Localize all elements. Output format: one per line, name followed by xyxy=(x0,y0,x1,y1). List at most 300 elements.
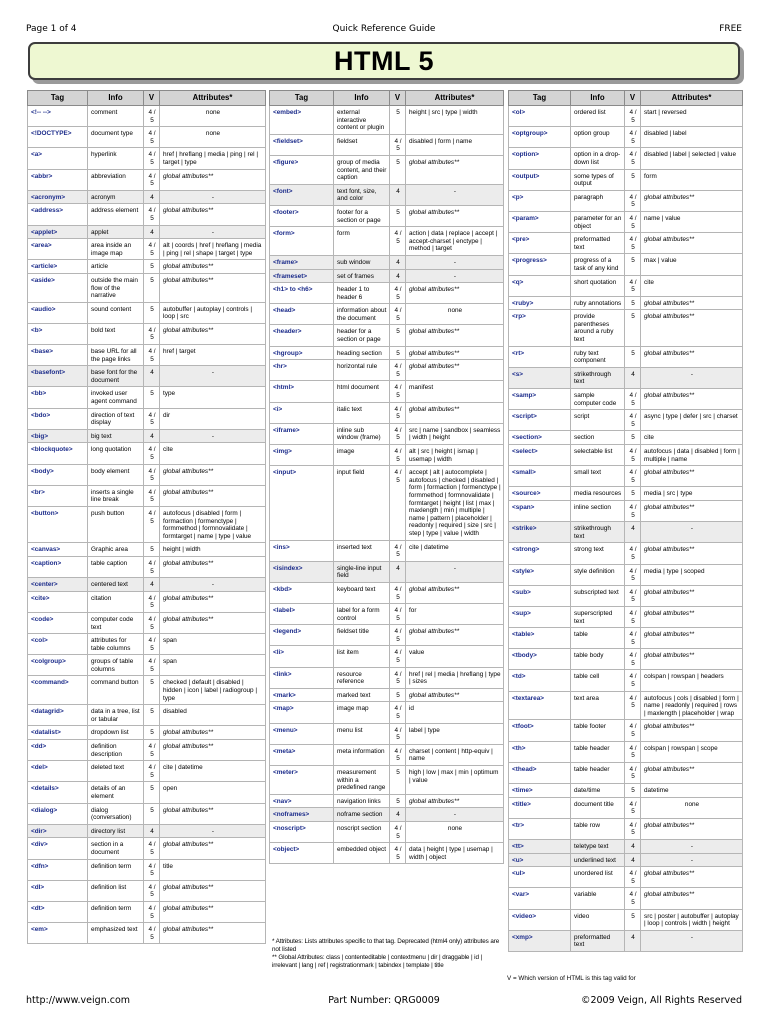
attributes-cell: none xyxy=(406,821,504,842)
tag-cell: <head> xyxy=(270,304,334,325)
tag-table-3 xyxy=(508,90,743,952)
attributes-cell: autofocus | cols | disabled | form | name | readonly | required | rows | maxlength | placeholder | wrap xyxy=(641,691,743,720)
table-row xyxy=(509,190,743,211)
info-cell: dropdown list xyxy=(88,726,144,740)
attributes-cell: span xyxy=(160,655,266,676)
info-cell: list item xyxy=(334,646,390,667)
info-cell: citation xyxy=(88,591,144,612)
info-cell: heading section xyxy=(334,346,390,360)
version-cell: 4 / 5 xyxy=(625,445,641,466)
table-row xyxy=(270,325,504,346)
version-cell: 4 / 5 xyxy=(390,540,406,561)
attributes-cell: global attributes** xyxy=(641,888,743,909)
info-cell: preformatted text xyxy=(571,930,625,951)
table-header-row xyxy=(270,91,504,106)
version-cell: 4 / 5 xyxy=(144,148,160,169)
version-cell: 4 / 5 xyxy=(625,389,641,410)
attributes-cell: global attributes** xyxy=(160,740,266,761)
tag-cell: <figure> xyxy=(270,155,334,184)
attributes-cell: global attributes** xyxy=(160,260,266,274)
version-cell: 4 xyxy=(390,561,406,582)
version-cell: 5 xyxy=(390,346,406,360)
page-header xyxy=(26,24,742,38)
table-row xyxy=(270,423,504,444)
attributes-cell: high | low | max | min | optimum | value xyxy=(406,766,504,795)
version-cell: 4 / 5 xyxy=(144,923,160,944)
attributes-cell: colspan | rowspan | headers xyxy=(641,670,743,691)
attributes-cell: - xyxy=(641,839,743,853)
attributes-cell: global attributes** xyxy=(406,582,504,603)
version-cell: 4 / 5 xyxy=(390,134,406,155)
version-cell: 4 xyxy=(625,930,641,951)
attributes-cell: autobuffer | autoplay | controls | loop | src xyxy=(160,302,266,323)
tag-cell: <input> xyxy=(270,466,334,540)
attributes-cell: - xyxy=(160,366,266,387)
info-cell: abbreviation xyxy=(88,169,144,190)
table-row xyxy=(509,741,743,762)
table-row xyxy=(509,797,743,818)
table-row xyxy=(28,676,266,705)
info-cell: italic text xyxy=(334,402,390,423)
info-cell: text font, size, and color xyxy=(334,184,390,205)
table-header-row xyxy=(28,91,266,106)
info-cell: small text xyxy=(571,466,625,487)
info-cell: outside the main flow of the narrative xyxy=(88,273,144,302)
tag-cell: <bb> xyxy=(28,387,88,408)
attributes-cell: global attributes** xyxy=(641,606,743,627)
page-footer xyxy=(26,995,742,1009)
version-cell: 5 xyxy=(390,688,406,702)
tag-cell: <meta> xyxy=(270,744,334,765)
tag-cell: <img> xyxy=(270,445,334,466)
tag-cell: <cite> xyxy=(28,591,88,612)
table-row xyxy=(270,766,504,795)
version-cell: 5 xyxy=(144,273,160,302)
version-cell: 5 xyxy=(625,909,641,930)
attributes-cell: global attributes** xyxy=(641,310,743,346)
version-cell: 4 / 5 xyxy=(144,204,160,225)
tag-cell: <hgroup> xyxy=(270,346,334,360)
table-row xyxy=(509,888,743,909)
attributes-cell: global attributes** xyxy=(160,803,266,824)
info-cell: horizontal rule xyxy=(334,360,390,381)
info-cell: noframe section xyxy=(334,808,390,822)
version-cell: 4 xyxy=(144,824,160,838)
table-row xyxy=(509,106,743,127)
tag-cell: <big> xyxy=(28,429,88,443)
table-row xyxy=(509,930,743,951)
info-cell: marked text xyxy=(334,688,390,702)
version-cell: 4 / 5 xyxy=(625,606,641,627)
version-cell: 4 / 5 xyxy=(144,506,160,542)
tag-cell: <li> xyxy=(270,646,334,667)
info-cell: table caption xyxy=(88,556,144,577)
table-row xyxy=(509,445,743,466)
table-row xyxy=(509,410,743,431)
tag-cell: <form> xyxy=(270,227,334,256)
info-cell: underlined text xyxy=(571,853,625,867)
attributes-cell: title xyxy=(160,859,266,880)
tag-cell: <dir> xyxy=(28,824,88,838)
info-cell: hyperlink xyxy=(88,148,144,169)
version-cell: 4 / 5 xyxy=(144,859,160,880)
info-cell: noscript section xyxy=(334,821,390,842)
info-cell: definition term xyxy=(88,901,144,922)
table-row xyxy=(28,464,266,485)
version-cell: 4 / 5 xyxy=(390,843,406,864)
version-cell: 4 / 5 xyxy=(390,360,406,381)
tag-cell: <mark> xyxy=(270,688,334,702)
version-cell: 4 / 5 xyxy=(625,500,641,521)
version-cell: 4 / 5 xyxy=(625,466,641,487)
tag-cell: <b> xyxy=(28,323,88,344)
table-row xyxy=(28,803,266,824)
version-cell: 4 xyxy=(144,190,160,204)
version-cell: 4 / 5 xyxy=(144,761,160,782)
website-link[interactable]: http://www.veign.com xyxy=(26,995,131,1006)
attributes-cell: - xyxy=(160,578,266,592)
attributes-cell: global attributes** xyxy=(160,838,266,859)
table-row xyxy=(509,564,743,585)
attributes-cell: autofocus | disabled | form | formaction | formenctype | formmethod | formnovalidate | formtarget | name | type | value xyxy=(160,506,266,542)
info-cell: definition description xyxy=(88,740,144,761)
table-row xyxy=(509,853,743,867)
table-row xyxy=(270,821,504,842)
version-cell: 4 / 5 xyxy=(625,127,641,148)
attributes-cell: alt | coords | href | hreflang | media | ping | rel | shape | target | type xyxy=(160,239,266,260)
version-cell: 4 xyxy=(625,839,641,853)
version-cell: 4 / 5 xyxy=(390,702,406,723)
table-row xyxy=(28,169,266,190)
info-cell: definition term xyxy=(88,859,144,880)
attributes-cell: global attributes** xyxy=(406,283,504,304)
info-cell: input field xyxy=(334,466,390,540)
attributes-cell: - xyxy=(641,367,743,388)
version-cell: 4 / 5 xyxy=(390,582,406,603)
version-cell: 5 xyxy=(390,794,406,808)
version-cell: 4 / 5 xyxy=(144,880,160,901)
tag-cell: <p> xyxy=(509,190,571,211)
column-header: Info xyxy=(571,91,625,106)
table-row xyxy=(270,723,504,744)
table-row xyxy=(28,387,266,408)
table-row xyxy=(28,824,266,838)
attributes-cell: height | src | type | width xyxy=(406,106,504,135)
attributes-cell: global attributes** xyxy=(160,556,266,577)
tag-cell: <xmp> xyxy=(509,930,571,951)
tag-cell: <!-- --> xyxy=(28,106,88,127)
table-row xyxy=(270,625,504,646)
table-row xyxy=(270,561,504,582)
info-cell: fieldset title xyxy=(334,625,390,646)
table-row xyxy=(28,273,266,302)
table-row xyxy=(28,323,266,344)
tag-cell: <center> xyxy=(28,578,88,592)
info-cell: direction of text display xyxy=(88,408,144,429)
tag-cell: <small> xyxy=(509,466,571,487)
version-cell: 4 / 5 xyxy=(144,323,160,344)
attributes-cell: disabled | label xyxy=(641,127,743,148)
attributes-cell: global attributes** xyxy=(406,346,504,360)
table-header-row xyxy=(509,91,743,106)
info-cell: text area xyxy=(571,691,625,720)
info-cell: image xyxy=(334,445,390,466)
info-cell: directory list xyxy=(88,824,144,838)
attributes-cell: form xyxy=(641,169,743,190)
table-row xyxy=(28,612,266,633)
tag-cell: <span> xyxy=(509,500,571,521)
attributes-cell: - xyxy=(406,808,504,822)
version-cell: 5 xyxy=(144,260,160,274)
tag-cell: <video> xyxy=(509,909,571,930)
attributes-cell: - xyxy=(160,429,266,443)
table-row xyxy=(509,296,743,310)
info-cell: acronym xyxy=(88,190,144,204)
info-cell: table xyxy=(571,628,625,649)
version-cell: 5 xyxy=(625,296,641,310)
info-cell: ruby text component xyxy=(571,346,625,367)
table-row xyxy=(270,304,504,325)
info-cell: ruby annotations xyxy=(571,296,625,310)
version-cell: 4 / 5 xyxy=(390,466,406,540)
table-row xyxy=(509,500,743,521)
info-cell: sub window xyxy=(334,255,390,269)
attributes-cell: height | width xyxy=(160,543,266,557)
attributes-cell: global attributes** xyxy=(160,880,266,901)
tag-cell: <menu> xyxy=(270,723,334,744)
info-cell: bold text xyxy=(88,323,144,344)
info-cell: inline sub window (frame) xyxy=(334,423,390,444)
table-row xyxy=(28,443,266,464)
tag-cell: <dd> xyxy=(28,740,88,761)
version-cell: 4 / 5 xyxy=(144,345,160,366)
attributes-cell: value xyxy=(406,646,504,667)
info-cell: parameter for an object xyxy=(571,211,625,232)
attributes-cell: global attributes** xyxy=(406,325,504,346)
version-cell: 5 xyxy=(144,705,160,726)
info-cell: section in a document xyxy=(88,838,144,859)
table-row xyxy=(509,670,743,691)
version-cell: 4 / 5 xyxy=(144,591,160,612)
attributes-cell: global attributes** xyxy=(406,625,504,646)
table-row xyxy=(270,582,504,603)
attributes-cell: media | src | type xyxy=(641,487,743,501)
info-cell: sound content xyxy=(88,302,144,323)
tag-cell: <tfoot> xyxy=(509,720,571,741)
table-row xyxy=(28,923,266,944)
copyright: ©2009 Veign, All Rights Reserved xyxy=(580,995,742,1006)
version-cell: 4 xyxy=(144,225,160,239)
tag-cell: <label> xyxy=(270,604,334,625)
info-cell: information about the document xyxy=(334,304,390,325)
tag-cell: <bdo> xyxy=(28,408,88,429)
version-cell: 4 / 5 xyxy=(625,888,641,909)
version-cell: 4 / 5 xyxy=(625,867,641,888)
attributes-cell: - xyxy=(160,190,266,204)
table-row xyxy=(270,540,504,561)
tag-cell: <details> xyxy=(28,782,88,803)
attributes-cell: none xyxy=(406,304,504,325)
attributes-cell: disabled | form | name xyxy=(406,134,504,155)
info-cell: ordered list xyxy=(571,106,625,127)
table-row xyxy=(509,762,743,783)
info-cell: menu list xyxy=(334,723,390,744)
tag-cell: <strike> xyxy=(509,522,571,543)
table-row xyxy=(270,402,504,423)
page-number: Page 1 of 4 xyxy=(26,24,77,34)
version-cell: 4 / 5 xyxy=(390,821,406,842)
attributes-cell: for xyxy=(406,604,504,625)
version-cell: 4 / 5 xyxy=(625,628,641,649)
tag-cell: <dialog> xyxy=(28,803,88,824)
attributes-cell: global attributes** xyxy=(406,688,504,702)
tag-cell: <var> xyxy=(509,888,571,909)
attributes-cell: cite xyxy=(160,443,266,464)
info-cell: attributes for table columns xyxy=(88,634,144,655)
table-row xyxy=(270,106,504,135)
attributes-cell: label | type xyxy=(406,723,504,744)
attributes-cell: cite xyxy=(641,275,743,296)
attributes-cell: type xyxy=(160,387,266,408)
info-cell: set of frames xyxy=(334,269,390,283)
attributes-cell: global attributes** xyxy=(160,591,266,612)
info-cell: unordered list xyxy=(571,867,625,888)
info-cell: keyboard text xyxy=(334,582,390,603)
part-number: Part Number: QRG0009 xyxy=(328,995,440,1006)
version-cell: 4 / 5 xyxy=(144,239,160,260)
table-row xyxy=(28,260,266,274)
tag-cell: <rt> xyxy=(509,346,571,367)
info-cell: table body xyxy=(571,649,625,670)
version-cell: 4 / 5 xyxy=(144,464,160,485)
attributes-cell: open xyxy=(160,782,266,803)
table-row xyxy=(28,782,266,803)
table-row xyxy=(270,134,504,155)
attributes-cell: - xyxy=(406,269,504,283)
table-row xyxy=(270,346,504,360)
version-cell: 5 xyxy=(144,726,160,740)
version-cell: 4 / 5 xyxy=(390,283,406,304)
table-row xyxy=(270,445,504,466)
tag-cell: <table> xyxy=(509,628,571,649)
tag-cell: <ins> xyxy=(270,540,334,561)
tag-cell: <option> xyxy=(509,148,571,169)
table-row xyxy=(509,169,743,190)
version-cell: 4 xyxy=(390,269,406,283)
tag-cell: <basefont> xyxy=(28,366,88,387)
info-cell: header 1 to header 6 xyxy=(334,283,390,304)
tag-cell: <sub> xyxy=(509,585,571,606)
info-cell: table header xyxy=(571,762,625,783)
table-row xyxy=(28,148,266,169)
attributes-cell: global attributes** xyxy=(641,190,743,211)
table-row xyxy=(270,646,504,667)
tag-cell: <!DOCTYPE> xyxy=(28,127,88,148)
table-row xyxy=(28,408,266,429)
info-cell: variable xyxy=(571,888,625,909)
tag-cell: <output> xyxy=(509,169,571,190)
attributes-cell: - xyxy=(406,561,504,582)
version-cell: 4 xyxy=(625,367,641,388)
info-cell: short quotation xyxy=(571,275,625,296)
tag-cell: <br> xyxy=(28,485,88,506)
table-row xyxy=(509,148,743,169)
info-cell: selectable list xyxy=(571,445,625,466)
attributes-cell: - xyxy=(160,824,266,838)
table-row xyxy=(28,239,266,260)
tag-cell: <dl> xyxy=(28,880,88,901)
table-row xyxy=(28,543,266,557)
tag-cell: <area> xyxy=(28,239,88,260)
attributes-cell: global attributes** xyxy=(641,649,743,670)
version-cell: 5 xyxy=(144,302,160,323)
table-row xyxy=(509,606,743,627)
table-row xyxy=(509,254,743,275)
tag-table-1 xyxy=(27,90,266,944)
table-row xyxy=(28,106,266,127)
column-header: Attributes* xyxy=(160,91,266,106)
table-row xyxy=(28,556,266,577)
info-cell: embedded object xyxy=(334,843,390,864)
version-cell: 4 / 5 xyxy=(625,720,641,741)
info-cell: deleted text xyxy=(88,761,144,782)
tag-cell: <ol> xyxy=(509,106,571,127)
table-row xyxy=(270,227,504,256)
table-row xyxy=(509,818,743,839)
version-cell: 4 / 5 xyxy=(390,381,406,402)
tag-cell: <iframe> xyxy=(270,423,334,444)
version-cell: 4 xyxy=(144,429,160,443)
version-cell: 4 / 5 xyxy=(144,106,160,127)
attributes-cell: src | name | sandbox | seamless | width | height xyxy=(406,423,504,444)
version-cell: 4 xyxy=(144,366,160,387)
info-cell: superscripted text xyxy=(571,606,625,627)
version-cell: 5 xyxy=(625,169,641,190)
info-cell: label for a form control xyxy=(334,604,390,625)
version-cell: 4 / 5 xyxy=(625,233,641,254)
info-cell: strikethrough text xyxy=(571,367,625,388)
table-row xyxy=(28,838,266,859)
info-cell: dialog (conversation) xyxy=(88,803,144,824)
table-row xyxy=(509,649,743,670)
attributes-cell: disabled xyxy=(160,705,266,726)
tag-cell: <fieldset> xyxy=(270,134,334,155)
info-cell: fieldset xyxy=(334,134,390,155)
attributes-cell: global attributes** xyxy=(406,155,504,184)
version-cell: 4 / 5 xyxy=(390,227,406,256)
guide-label: Quick Reference Guide xyxy=(332,24,436,34)
tag-cell: <legend> xyxy=(270,625,334,646)
table-row xyxy=(28,366,266,387)
column-header: Attributes* xyxy=(641,91,743,106)
info-cell: body element xyxy=(88,464,144,485)
table-row xyxy=(28,190,266,204)
version-cell: 5 xyxy=(625,784,641,798)
info-cell: sample computer code xyxy=(571,389,625,410)
version-cell: 4 / 5 xyxy=(625,818,641,839)
info-cell: document type xyxy=(88,127,144,148)
tag-cell: <button> xyxy=(28,506,88,542)
attributes-cell: - xyxy=(160,225,266,239)
attributes-cell: async | type | defer | src | charset xyxy=(641,410,743,431)
attributes-cell: colspan | rowspan | scope xyxy=(641,741,743,762)
info-cell: computer code text xyxy=(88,612,144,633)
tag-cell: <ul> xyxy=(509,867,571,888)
table-row xyxy=(28,345,266,366)
version-cell: 4 / 5 xyxy=(144,655,160,676)
version-cell: 5 xyxy=(625,254,641,275)
tag-cell: <header> xyxy=(270,325,334,346)
